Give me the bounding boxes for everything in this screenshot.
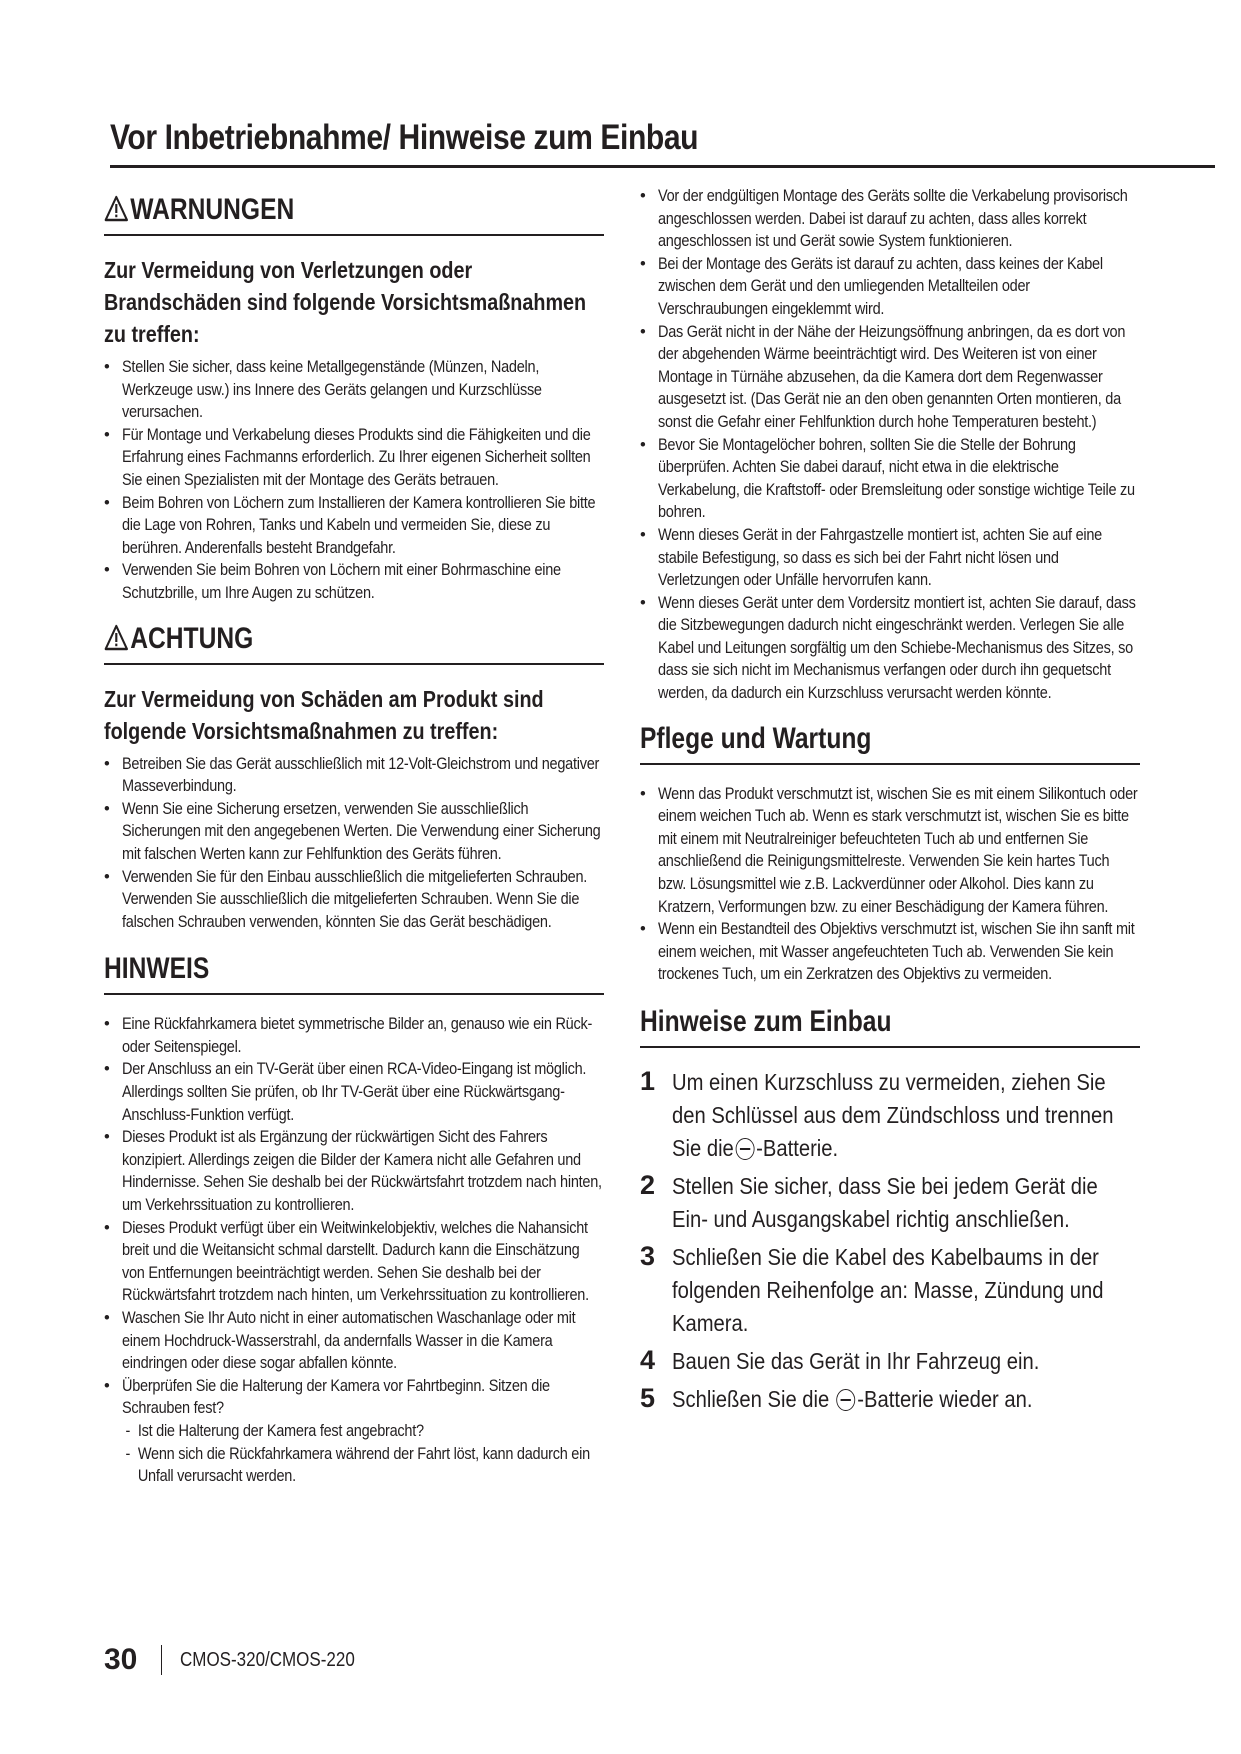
step-text: Schließen Sie die Kabel des Kabelbaums in der folgenden Reihenfolge an: Masse, Zündung und Kamera. bbox=[672, 1244, 1104, 1336]
right-column bbox=[640, 185, 1140, 1421]
list-item-text: Das Gerät nicht in der Nähe der Heizungsöffnung anbringen, da es dort von der abgehenden Wärme beeinträchtigt wird. Des Weiteren ist von einer Montage in Türnähe abzusehen, da die Kamera dort dem Regenwasser ausgesetzt ist. (Das Gerät nie an den oben genannten Orten montieren, da sonst die Gefahr einer Fehlfunktion durch hohe Temperaturen besteht.) bbox=[658, 322, 1126, 431]
list-item-text: Wenn das Produkt verschmutzt ist, wischen Sie es mit einem Silikontuch oder einem weichen Tuch ab. Wenn es stark verschmutzt ist, wischen Sie es bitte mit einem mit Neutralreiniger befeuchteten Tuch ab und entfernen Sie anschließend die Reinigungsmittelreste. Verwenden Sie kein hartes Tuch bzw. Lösungsmittel wie z.B. Lackverdünner oder Alkohol. Dies kann zu Kratzern, Verformungen bzw. zu einer Beschädigung der Kamera führen. bbox=[658, 784, 1138, 916]
warnungen-heading: WARNUNGEN bbox=[130, 193, 295, 226]
dash-item: - Wenn sich die Rückfahrkamera während der Fahrt löst, kann dadurch ein Unfall verursacht werden. bbox=[125, 1444, 590, 1486]
step-text bbox=[672, 1066, 1139, 1165]
page-number: 30 bbox=[104, 1643, 138, 1676]
list-item: • Für Montage und Verkabelung dieses Produkts sind die Fähigkeiten und die Erfahrung eines Fachmanns erforderlich. Zu Ihrer eigenen Sicherheit sollten Sie einen Spezialisten mit der Montage des Geräts betrauen. bbox=[104, 424, 604, 492]
step-text-post: -Batterie. bbox=[756, 1135, 839, 1161]
model-name: CMOS-320/CMOS-220 bbox=[180, 1648, 356, 1671]
einbau-precautions-list bbox=[640, 185, 1140, 705]
warning-triangle-icon bbox=[104, 624, 129, 651]
list-item-text: Dieses Produkt verfügt über ein Weitwinkelobjektiv, welches die Nahansicht breit und die Weitansicht schmal darstellt. Dadurch kann die Einschätzung von Entfernungen beeinträchtigt werden. Sehen Sie deshalb bei der Rückwärtsfahrt trotzdem nach hinten, um Verkehrssituation zu kontrollieren. bbox=[122, 1218, 589, 1305]
step-text: Bauen Sie das Gerät in Ihr Fahrzeug ein. bbox=[672, 1348, 1040, 1374]
step-item bbox=[640, 1066, 1140, 1165]
step-number: 5 bbox=[640, 1383, 656, 1413]
list-item-text: Überprüfen Sie die Halterung der Kamera vor Fahrtbeginn. Sitzen die Schrauben fest? bbox=[122, 1376, 550, 1418]
page-footer bbox=[104, 1640, 386, 1680]
einbau-steps bbox=[640, 1066, 1140, 1416]
pflege-header bbox=[640, 719, 1140, 765]
warnungen-header bbox=[104, 190, 604, 236]
list-item-text: Verwenden Sie für den Einbau ausschließlich die mitgelieferten Schrauben. Verwenden Sie ausschließlich die mitgelieferten Schrauben. Wenn Sie die falschen Schrauben verwenden, könnten Sie das Gerät beschädigen. bbox=[122, 867, 588, 931]
list-item: • Vor der endgültigen Montage des Geräts sollte die Verkabelung provisorisch angeschlossen werden. Dabei ist darauf zu achten, dass alles korrekt angeschlossen ist und Gerät sowie System funktionieren. bbox=[640, 185, 1140, 253]
pflege-heading: Pflege und Wartung bbox=[640, 721, 872, 755]
achtung-list bbox=[104, 753, 604, 934]
list-item: • Stellen Sie sicher, dass keine Metallgegenstände (Münzen, Nadeln, Werkzeuge usw.) ins Innere des Geräts gelangen und Kurzschlüsse verursachen. bbox=[104, 356, 604, 424]
warnungen-heading-row bbox=[104, 190, 514, 230]
dash-item: - Ist die Halterung der Kamera fest angebracht? bbox=[125, 1421, 424, 1440]
dash-item-text: Ist die Halterung der Kamera fest angebracht? bbox=[137, 1421, 424, 1440]
list-item: • Bei der Montage des Geräts ist darauf zu achten, dass keines der Kabel zwischen dem Gerät und den umliegenden Metallteilen oder Verschraubungen eingeklemmt wird. bbox=[640, 253, 1140, 321]
list-item: • Wenn das Produkt verschmutzt ist, wischen Sie es mit einem Silikontuch oder einem weichen Tuch ab. Wenn es stark verschmutzt ist, wischen Sie es bitte mit einem mit Neutralreiniger befeuchteten Tuch ab und entfernen Sie anschließend die Reinigungsmittelreste. Verwenden Sie kein hartes Tuch bzw. Lösungsmittel wie z.B. Lackverdünner oder Alkohol. Dies kann zu Kratzern, Verformungen bzw. zu einer Beschädigung der Kamera führen. bbox=[640, 783, 1140, 919]
list-item-text: Eine Rückfahrkamera bietet symmetrische Bilder an, genauso wie ein Rück- oder Seitenspiegel. bbox=[122, 1015, 593, 1056]
list-item: • Beim Bohren von Löchern zum Installieren der Kamera kontrollieren Sie bitte die Lage von Rohren, Tanks und Kabeln und vermeiden Sie, diese zu berühren. Anderenfalls besteht Brandgefahr. bbox=[104, 492, 604, 560]
list-item-text: Stellen Sie sicher, dass keine Metallgegenstände (Münzen, Nadeln, Werkzeuge usw.) ins Innere des Geräts gelangen und Kurzschlüsse verursachen. bbox=[122, 358, 542, 422]
list-item-text: Verwenden Sie beim Bohren von Löchern mit einer Bohrmaschine eine Schutzbrille, um Ihre Augen zu schützen. bbox=[122, 561, 561, 602]
hinweis-header bbox=[104, 949, 604, 995]
dash-list bbox=[122, 1420, 604, 1488]
list-item: • Wenn dieses Gerät in der Fahrgastzelle montiert ist, achten Sie auf eine stabile Befestigung, so dass es sich bei der Fahrt nicht lösen und Verletzungen oder Unfälle hervorrufen kann. bbox=[640, 524, 1140, 592]
achtung-heading: ACHTUNG bbox=[130, 621, 254, 655]
step-item bbox=[640, 1345, 1140, 1378]
achtung-subheading: Zur Vermeidung von Schäden am Produkt sind folgende Vorsichtsmaßnahmen zu treffen: bbox=[104, 685, 544, 744]
list-item: • Eine Rückfahrkamera bietet symmetrische Bilder an, genauso wie ein Rück- oder Seitenspiegel. bbox=[104, 1013, 604, 1058]
list-item-text: Bei der Montage des Geräts ist darauf zu achten, dass keines der Kabel zwischen dem Gerät und den umliegenden Metallteilen oder Verschraubungen eingeklemmt wird. bbox=[658, 254, 1103, 318]
list-item: • Dieses Produkt verfügt über ein Weitwinkelobjektiv, welches die Nahansicht breit und die Weitansicht schmal darstellt. Dadurch kann die Einschätzung von Entfernungen beeinträchtigt werden. Sehen Sie deshalb bei der Rückwärtsfahrt trotzdem nach hinten, um Verkehrssituation zu kontrollieren. bbox=[104, 1217, 604, 1307]
achtung-header bbox=[104, 619, 604, 665]
list-item: • Dieses Produkt ist als Ergänzung der rückwärtigen Sicht des Fahrers konzipiert. Allerdings zeigen die Bilder der Kamera nicht alle Gefahren und Hindernisse. Sehen Sie deshalb bei der Rückwärtsfahrt trotzdem nach hinten, um Verkehrssituation zu kontrollieren. bbox=[104, 1126, 604, 1216]
dash-item-text: Wenn sich die Rückfahrkamera während der Fahrt löst, kann dadurch ein Unfall verursacht werden. bbox=[137, 1444, 590, 1486]
step-number: 1 bbox=[640, 1066, 656, 1096]
hinweis-heading: HINWEIS bbox=[104, 952, 210, 986]
list-item-text: Der Anschluss an ein TV-Gerät über einen RCA-Video-Eingang ist möglich. Allerdings sollten Sie prüfen, ob Ihr TV-Gerät über eine Rückwärtsgang-Anschluss-Funktion verfügt. bbox=[122, 1060, 587, 1124]
list-item-text: Für Montage und Verkabelung dieses Produkts sind die Fähigkeiten und die Erfahrung eines Fachmanns erforderlich. Zu Ihrer eigenen Sicherheit sollten Sie einen Spezialisten mit der Montage des Geräts betrauen. bbox=[122, 425, 591, 489]
list-item-text: Wenn Sie eine Sicherung ersetzen, verwenden Sie ausschließlich Sicherungen mit den angegebenen Werten. Die Verwendung einer Sicherung mit falschen Werten kann zur Fehlfunktion des Geräts führen. bbox=[122, 799, 601, 863]
footer-divider bbox=[161, 1645, 162, 1675]
list-item: • Verwenden Sie beim Bohren von Löchern mit einer Bohrmaschine eine Schutzbrille, um Ihre Augen zu schützen. bbox=[104, 559, 604, 604]
list-item-text: Dieses Produkt ist als Ergänzung der rückwärtigen Sicht des Fahrers konzipiert. Allerdings zeigen die Bilder der Kamera nicht alle Gefahren und Hindernisse. Sehen Sie deshalb bei der Rückwärtsfahrt trotzdem nach hinten, um Verkehrssituation zu kontrollieren. bbox=[122, 1128, 602, 1215]
page-title-bar bbox=[110, 118, 1215, 168]
step-number: 2 bbox=[640, 1170, 656, 1200]
list-item: • Bevor Sie Montagelöcher bohren, sollten Sie die Stelle der Bohrung überprüfen. Achten Sie dabei darauf, nicht etwa in die elektrische Verkabelung, die Kraftstoff- oder Bremsleitung oder sonstige wichtige Teile zu bohren. bbox=[640, 434, 1140, 524]
list-item: • Der Anschluss an ein TV-Gerät über einen RCA-Video-Eingang ist möglich. Allerdings sollten Sie prüfen, ob Ihr TV-Gerät über eine Rückwärtsgang-Anschluss-Funktion verfügt. bbox=[104, 1058, 604, 1126]
minus-terminal-icon bbox=[837, 1389, 856, 1411]
step-item bbox=[640, 1241, 1140, 1340]
left-column bbox=[104, 190, 604, 1488]
list-item-text: Wenn dieses Gerät unter dem Vordersitz montiert ist, achten Sie darauf, dass die Sitzbewegungen dadurch nicht eingeschränkt werden. Verlegen Sie alle Kabel und Leitungen sorgfältig um den Schiebe-Mechanismus des Sitzes, so dass sie sich nicht im Mechanismus verfangen oder durch ihn gequetscht werden, da dadurch ein Kurzschluss verursacht werden könnte. bbox=[658, 593, 1136, 703]
hinweis-list bbox=[104, 1013, 604, 1487]
warnungen-list bbox=[104, 356, 604, 605]
einbau-heading: Hinweise zum Einbau bbox=[640, 1005, 892, 1038]
einbau-header bbox=[640, 1002, 1140, 1048]
list-item: • Waschen Sie Ihr Auto nicht in einer automatischen Waschanlage oder mit einem Hochdruck-Wasserstrahl, da andernfalls Wasser in die Kamera eindringen oder diese sogar abfallen könnte. bbox=[104, 1307, 604, 1375]
step-text: Stellen Sie sicher, dass Sie bei jedem Gerät die Ein- und Ausgangskabel richtig anschließen. bbox=[672, 1173, 1098, 1232]
list-item: • Betreiben Sie das Gerät ausschließlich mit 12-Volt-Gleichstrom und negativer Masseverbindung. bbox=[104, 753, 604, 798]
warning-triangle-icon bbox=[104, 195, 129, 222]
list-item-text: Vor der endgültigen Montage des Geräts sollte die Verkabelung provisorisch angeschlossen werden. Dabei ist darauf zu achten, dass alles korrekt angeschlossen ist und Gerät sowie System funktionieren. bbox=[658, 187, 1128, 251]
list-item-compound bbox=[122, 1375, 604, 1488]
step-text-pre: Schließen Sie die bbox=[672, 1386, 835, 1412]
step-text-pre: Um einen Kurzschluss zu vermeiden, ziehen Sie den Schlüssel aus dem Zündschloss und trennen Sie die bbox=[672, 1069, 1114, 1161]
list-item: • Wenn ein Bestandteil des Objektivs verschmutzt ist, wischen Sie ihn sanft mit einem weichen, mit Wasser angefeuchteten Tuch ab. Verwenden Sie kein trockenes Tuch, um ein Zerkratzen des Objektivs zu vermeiden. bbox=[640, 918, 1140, 986]
list-item-text: Wenn ein Bestandteil des Objektivs verschmutzt ist, wischen Sie ihn sanft mit einem weichen, mit Wasser angefeuchteten Tuch ab. Verwenden Sie kein trockenes Tuch, um ein Zerkratzen des Objektivs zu vermeiden. bbox=[658, 920, 1135, 984]
list-item-text: Betreiben Sie das Gerät ausschließlich mit 12-Volt-Gleichstrom und negativer Masseverbindung. bbox=[122, 754, 600, 796]
list-item: • Wenn dieses Gerät unter dem Vordersitz montiert ist, achten Sie darauf, dass die Sitzbewegungen dadurch nicht eingeschränkt werden. Verlegen Sie alle Kabel und Leitungen sorgfältig um den Schiebe-Mechanismus des Sitzes, so dass sie sich nicht im Mechanismus verfangen oder durch ihn gequetscht werden, da dadurch ein Kurzschluss verursacht werden könnte. bbox=[640, 592, 1140, 705]
step-text-post: -Batterie wieder an. bbox=[857, 1386, 1033, 1412]
warnungen-subheading: Zur Vermeidung von Verletzungen oder Brandschäden sind folgende Vorsichtsmaßnahmen zu treffen: bbox=[104, 257, 587, 347]
step-number: 4 bbox=[640, 1345, 656, 1375]
list-item-text: Beim Bohren von Löchern zum Installieren der Kamera kontrollieren Sie bitte die Lage von Rohren, Tanks und Kabeln und vermeiden Sie, diese zu berühren. Anderenfalls besteht Brandgefahr. bbox=[122, 493, 596, 557]
page-title: Vor Inbetriebnahme/ Hinweise zum Einbau bbox=[110, 118, 699, 157]
list-item: • Überprüfen Sie die Halterung der Kamera vor Fahrtbeginn. Sitzen die Schrauben fest? - Ist die Halterung der Kamera fest angebracht? - Wenn sich die Rückfahrkamera während der Fahrt löst, kann dadurch ein Unfall verursacht werden. bbox=[104, 1375, 604, 1488]
achtung-heading-row bbox=[104, 619, 514, 659]
step-number: 3 bbox=[640, 1241, 656, 1271]
step-item bbox=[640, 1383, 1140, 1416]
minus-terminal-icon bbox=[736, 1138, 755, 1160]
list-item: • Das Gerät nicht in der Nähe der Heizungsöffnung anbringen, da es dort von der abgehenden Wärme beeinträchtigt wird. Des Weiteren ist von einer Montage in Türnähe abzusehen, da die Kamera dort dem Regenwasser ausgesetzt ist. (Das Gerät nie an den oben genannten Orten montieren, da sonst die Gefahr einer Fehlfunktion durch hohe Temperaturen besteht.) bbox=[640, 321, 1140, 434]
step-item bbox=[640, 1170, 1140, 1236]
list-item-text: Waschen Sie Ihr Auto nicht in einer automatischen Waschanlage oder mit einem Hochdruck-Wasserstrahl, da andernfalls Wasser in die Kamera eindringen oder diese sogar abfallen könnte. bbox=[122, 1309, 576, 1373]
list-item-text: Wenn dieses Gerät in der Fahrgastzelle montiert ist, achten Sie auf eine stabile Befestigung, so dass es sich bei der Fahrt nicht lösen und Verletzungen oder Unfälle hervorrufen kann. bbox=[658, 525, 1103, 590]
pflege-list bbox=[640, 783, 1140, 986]
list-item-text: Bevor Sie Montagelöcher bohren, sollten Sie die Stelle der Bohrung überprüfen. Achten Sie dabei darauf, nicht etwa in die elektrische Verkabelung, die Kraftstoff- oder Bremsleitung oder sonstige wichtige Teile zu bohren. bbox=[658, 435, 1135, 522]
list-item: • Verwenden Sie für den Einbau ausschließlich die mitgelieferten Schrauben. Verwenden Sie ausschließlich die mitgelieferten Schrauben. Wenn Sie die falschen Schrauben verwenden, könnten Sie das Gerät beschädigen. bbox=[104, 866, 604, 934]
step-text bbox=[672, 1383, 1139, 1416]
list-item: • Wenn Sie eine Sicherung ersetzen, verwenden Sie ausschließlich Sicherungen mit den angegebenen Werten. Die Verwendung einer Sicherung mit falschen Werten kann zur Fehlfunktion des Geräts führen. bbox=[104, 798, 604, 866]
